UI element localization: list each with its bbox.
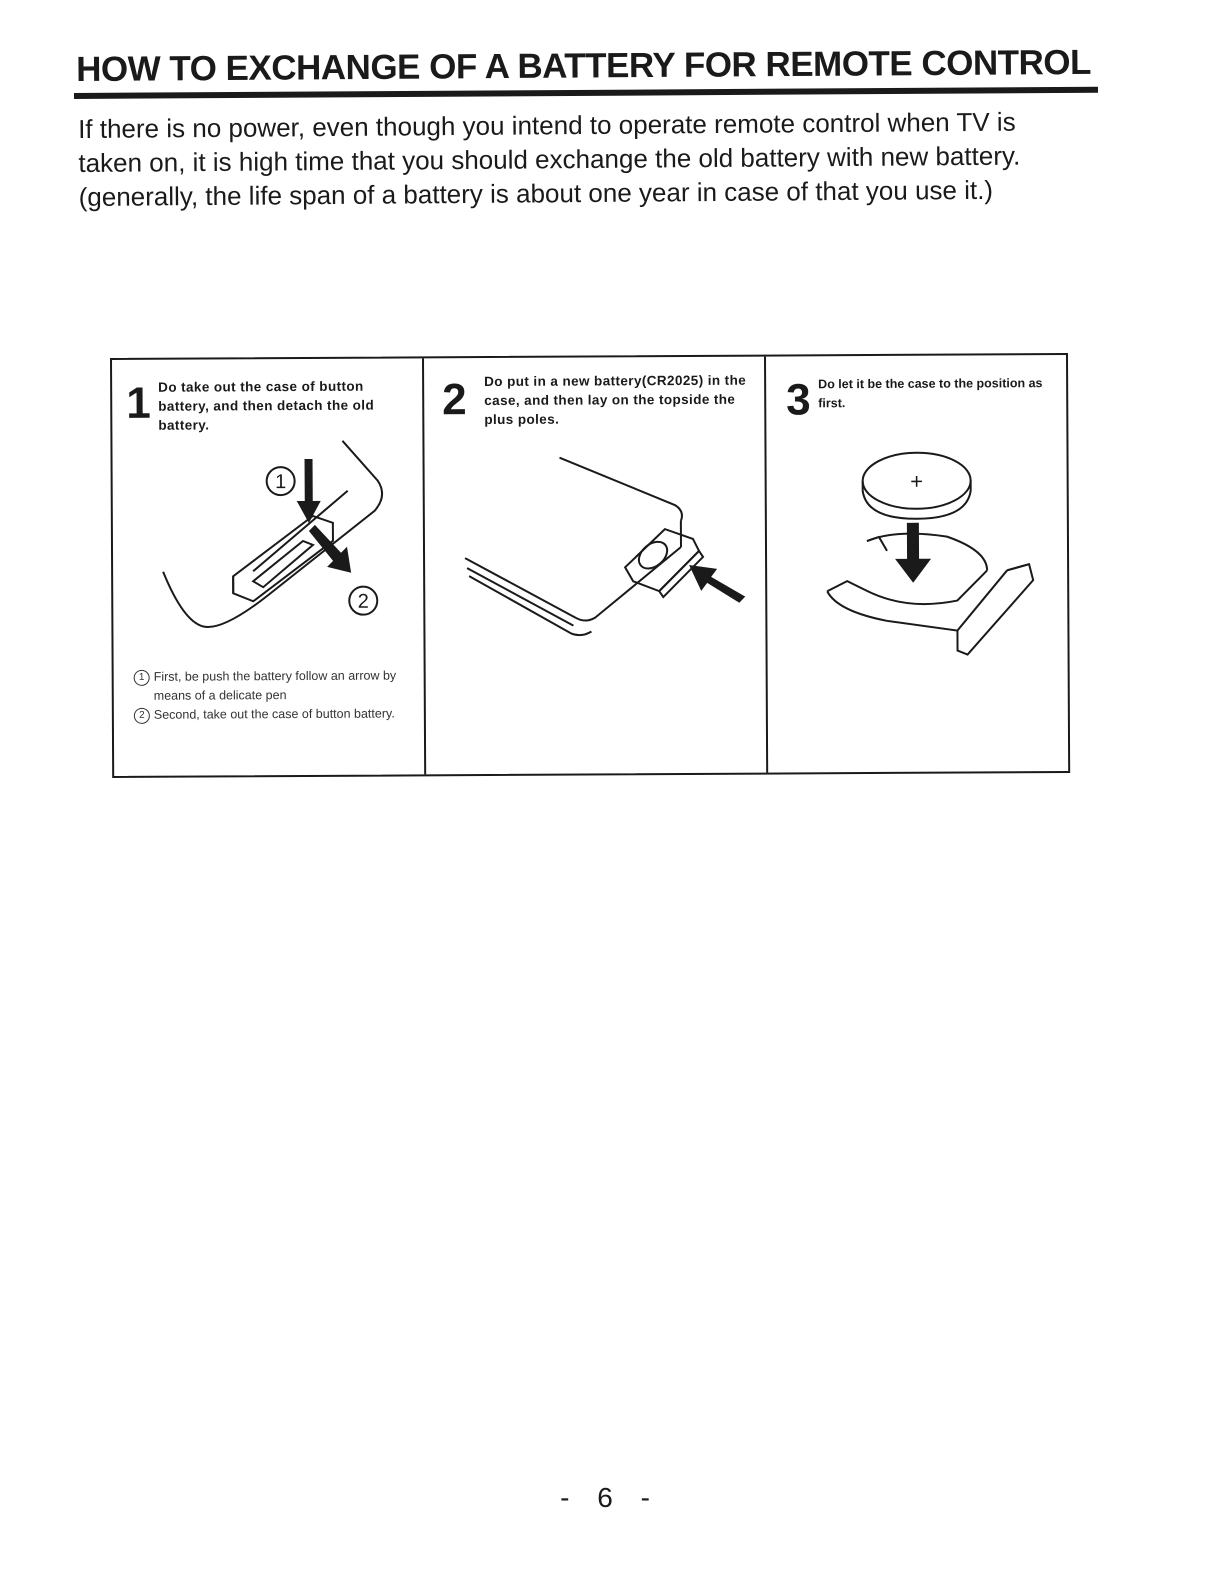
intro-line: (generally, the life span of a battery is about one year in case of that you use it.) [78, 174, 994, 212]
diagram-label: 2 [357, 590, 369, 613]
step-2 [424, 357, 768, 775]
page-number: - 6 - [560, 1482, 660, 1513]
step-instruction: Do let it be the case to the position as first. [818, 376, 1043, 411]
intro-line: If there is no power, even though you intend to operate remote control when TV is [78, 106, 1016, 144]
step-number: 3 [786, 375, 811, 425]
insert-battery-icon [444, 447, 745, 649]
step-1 [112, 358, 426, 776]
step-number: 1 [126, 378, 151, 428]
intro-paragraph [78, 104, 1109, 214]
plus-pole-label: + [910, 468, 924, 494]
note-item [134, 666, 424, 706]
note-text: Second, take out the case of button battery. [153, 706, 395, 722]
step-notes [134, 666, 424, 725]
pull-arrow [309, 525, 351, 573]
note-mark: 1 [134, 669, 150, 685]
remote-open-case-icon [142, 430, 403, 661]
steps-panel [110, 353, 1070, 778]
step-number: 2 [442, 375, 467, 425]
drop-arrow [895, 523, 931, 583]
diagram-label: 1 [275, 471, 287, 494]
battery-tray-icon [806, 440, 1047, 661]
page-title: HOW TO EXCHANGE OF A BATTERY FOR REMOTE CONTROL [76, 42, 1092, 89]
step-instruction: Do take out the case of button battery, and then detach the old battery. [158, 378, 375, 433]
push-arrow [297, 459, 321, 523]
intro-line: taken on, it is high time that you should exchange the old battery with new battery. [78, 140, 1021, 178]
step-instruction: Do put in a new battery(CR2025) in the case, and then lay on the topside the plus poles. [484, 372, 747, 428]
insert-arrow [689, 565, 745, 603]
note-item [134, 704, 424, 725]
note-mark: 2 [134, 707, 150, 723]
note-text: First, be push the battery follow an arrow by means of a delicate pen [153, 668, 397, 703]
step-3 [766, 355, 1068, 773]
